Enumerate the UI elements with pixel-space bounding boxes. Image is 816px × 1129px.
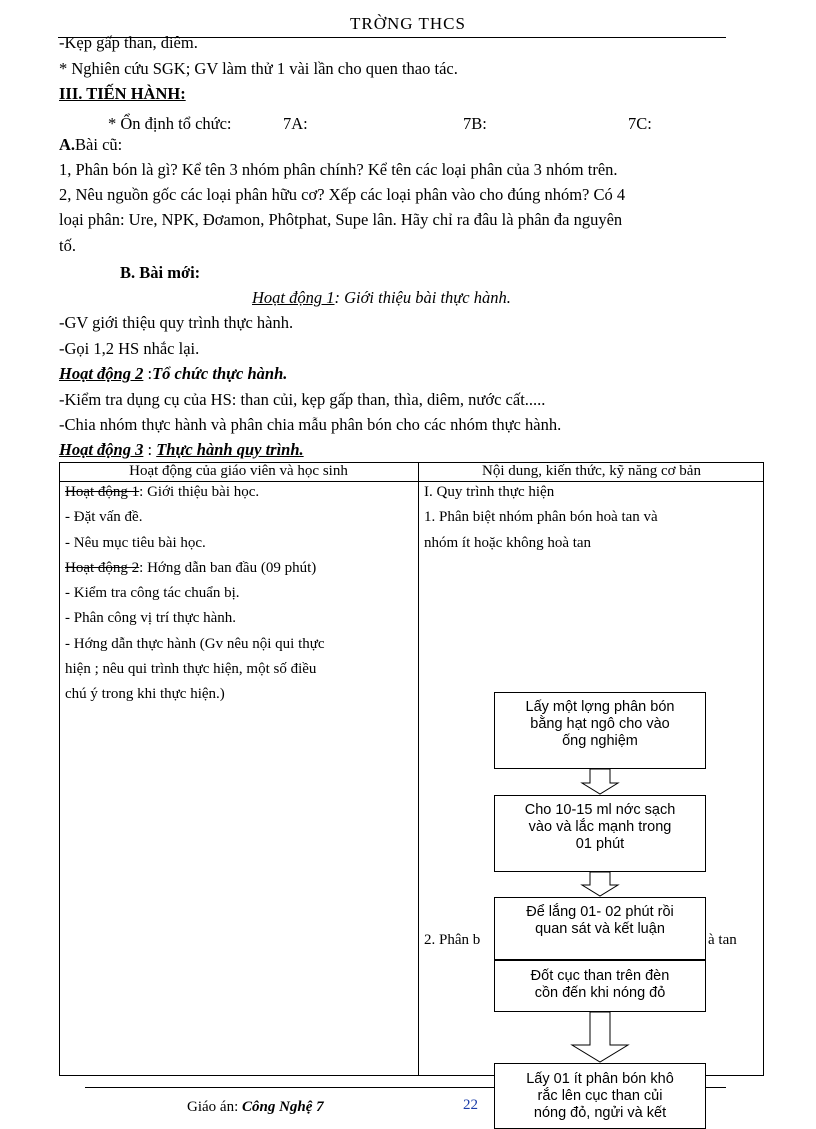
activity-3-sep: : <box>143 440 157 459</box>
right-row-1: I. Quy trình thực hiện <box>424 484 555 500</box>
flow-step-5-line-3: nóng đỏ, ngửi và kết <box>533 1105 667 1121</box>
page-number: 22 <box>463 1097 478 1113</box>
flow-step-1-line-1: Lấy một lợng phân bón <box>525 699 675 715</box>
flow-step-4-line-2: cồn đến khi nóng đỏ <box>534 985 666 1001</box>
flow-step-1-line-2: bằng hạt ngô cho vào <box>530 716 670 732</box>
flow-step-2-line-1: Cho 10-15 ml nớc sạch <box>524 802 676 818</box>
old-lesson-text: Bài cũ: <box>75 135 123 154</box>
school-header: TRỜNG THCS <box>350 14 466 33</box>
class-7b: 7B: <box>463 114 487 133</box>
left-row-7: - Hớng dẫn thực hành (Gv nêu nội qui thực <box>65 636 325 652</box>
left-row-9: chú ý trong khi thực hiện.) <box>65 686 225 702</box>
left-row-1-text: : Giới thiệu bài học. <box>139 484 260 500</box>
activity-2-desc: Tổ chức thực hành. <box>152 364 288 383</box>
right-row-2: 1. Phân biệt nhóm phân bón hoà tan và <box>424 509 658 525</box>
flow-step-5-line-2: rắc lên cục than củi <box>537 1088 663 1104</box>
footer-lesson-plan <box>187 1099 324 1116</box>
left-row-4-text: : Hớng dẫn ban đầu (09 phút) <box>139 560 317 576</box>
table-column-divider <box>418 462 419 1076</box>
preparation-line: * Nghiên cứu SGK; GV làm thử 1 vài lần cho quen thao tác. <box>59 59 458 78</box>
flow-step-3 <box>494 897 706 960</box>
flow-arrow-1 <box>578 769 622 795</box>
flow-step-2-line-3: 01 phút <box>575 836 625 852</box>
left-row-8: hiện ; nêu qui trình thực hiện, một số điều <box>65 661 317 677</box>
footer-rule-left <box>85 1087 494 1088</box>
section-title: III. TIẾN HÀNH: <box>59 84 186 103</box>
left-row-3: - Nêu mục tiêu bài học. <box>65 535 206 551</box>
activity-1-desc: : Giới thiệu bài thực hành. <box>334 288 511 307</box>
activity-2-label: Hoạt động 2 <box>59 364 144 383</box>
activity-1-label: Hoạt động 1 <box>252 288 335 307</box>
left-row-4-label: Hoạt động 2 <box>65 560 140 576</box>
table-header-col-2: Nội dung, kiến thức, kỹ năng cơ bản <box>482 463 701 479</box>
flow-step-2-line-2: vào và lắc mạnh trong <box>528 819 672 835</box>
activity-2-heading <box>59 364 287 384</box>
flow-step-4-line-1: Đốt cục than trên đèn <box>530 968 670 984</box>
activity-2-line-1: -Kiểm tra dụng cụ của HS: than củi, kẹp gấp than, thìa, diêm, nước cất..... <box>59 390 546 409</box>
left-row-2: - Đặt vấn đề. <box>65 509 143 525</box>
flow-step-1-line-3: ống nghiệm <box>562 733 638 749</box>
table-header-divider <box>59 481 764 482</box>
right-row-3: nhóm ít hoặc không hoà tan <box>424 535 592 551</box>
flow-step-5-line-1: Lấy 01 ít phân bón khô <box>526 1071 674 1087</box>
old-lesson-title <box>59 135 122 155</box>
flow-step-4 <box>494 960 706 1012</box>
new-lesson-title <box>120 263 200 283</box>
table-header-col-1: Hoạt động của giáo viên và học sinh <box>129 463 348 479</box>
question-1: 1, Phân bón là gì? Kể tên 3 nhóm phân chính? Kể tên các loại phân của 3 nhóm trên. <box>59 160 618 179</box>
class-7a: 7A: <box>283 114 308 133</box>
activity-3-label: Hoạt động 3 <box>59 440 144 459</box>
flow-arrow-2 <box>578 872 622 897</box>
activity-3-heading <box>59 440 304 460</box>
right-row-4-start: 2. Phân b <box>424 932 481 948</box>
new-lesson-label: B. Bài mới: <box>120 263 201 282</box>
activity-2-sep: : <box>143 364 153 383</box>
activity-1-heading <box>252 288 511 308</box>
left-row-6: - Phân công vị trí thực hành. <box>65 610 237 626</box>
flow-step-1 <box>494 692 706 769</box>
footer-rule-right <box>706 1087 726 1088</box>
flow-step-3-line-1: Để lắng 01- 02 phút rồi <box>526 904 674 920</box>
flow-step-2 <box>494 795 706 872</box>
right-row-4-end: à tan <box>708 932 737 948</box>
activity-2-line-2: -Chia nhóm thực hành và phân chia mẫu phân bón cho các nhóm thực hành. <box>59 415 562 434</box>
question-2-line-2: loại phân: Ure, NPK, Đơamon, Phôtphat, Supe lân. Hãy chỉ ra đâu là phân đa nguyên <box>59 210 623 229</box>
flow-step-3-line-2: quan sát và kết luận <box>535 921 665 937</box>
class-7c: 7C: <box>628 114 652 133</box>
flow-arrow-3 <box>568 1012 632 1063</box>
left-row-1 <box>65 484 259 501</box>
flow-step-5 <box>494 1063 706 1129</box>
question-2-line-3: tố. <box>59 236 76 255</box>
footer-label: Giáo án: <box>187 1099 239 1115</box>
activity-1-line-2: -Gọi 1,2 HS nhắc lại. <box>59 339 200 358</box>
question-2-line-1: 2, Nêu nguồn gốc các loại phân hữu cơ? Xếp các loại phân vào cho đúng nhóm? Có 4 <box>59 185 626 204</box>
activity-3-desc: Thực hành quy trình. <box>156 440 304 459</box>
footer-subject: Công Nghệ 7 <box>241 1099 324 1115</box>
old-lesson-letter: A. <box>59 135 76 154</box>
left-row-4 <box>65 560 316 577</box>
materials-line: -Kẹp gấp than, diêm. <box>59 33 198 52</box>
left-row-1-label: Hoạt động 1 <box>65 484 140 500</box>
left-row-5: - Kiểm tra công tác chuẩn bị. <box>65 585 240 601</box>
attendance-label: * Ổn định tổ chức: <box>108 114 232 133</box>
activity-1-line-1: -GV giới thiệu quy trình thực hành. <box>59 313 294 332</box>
